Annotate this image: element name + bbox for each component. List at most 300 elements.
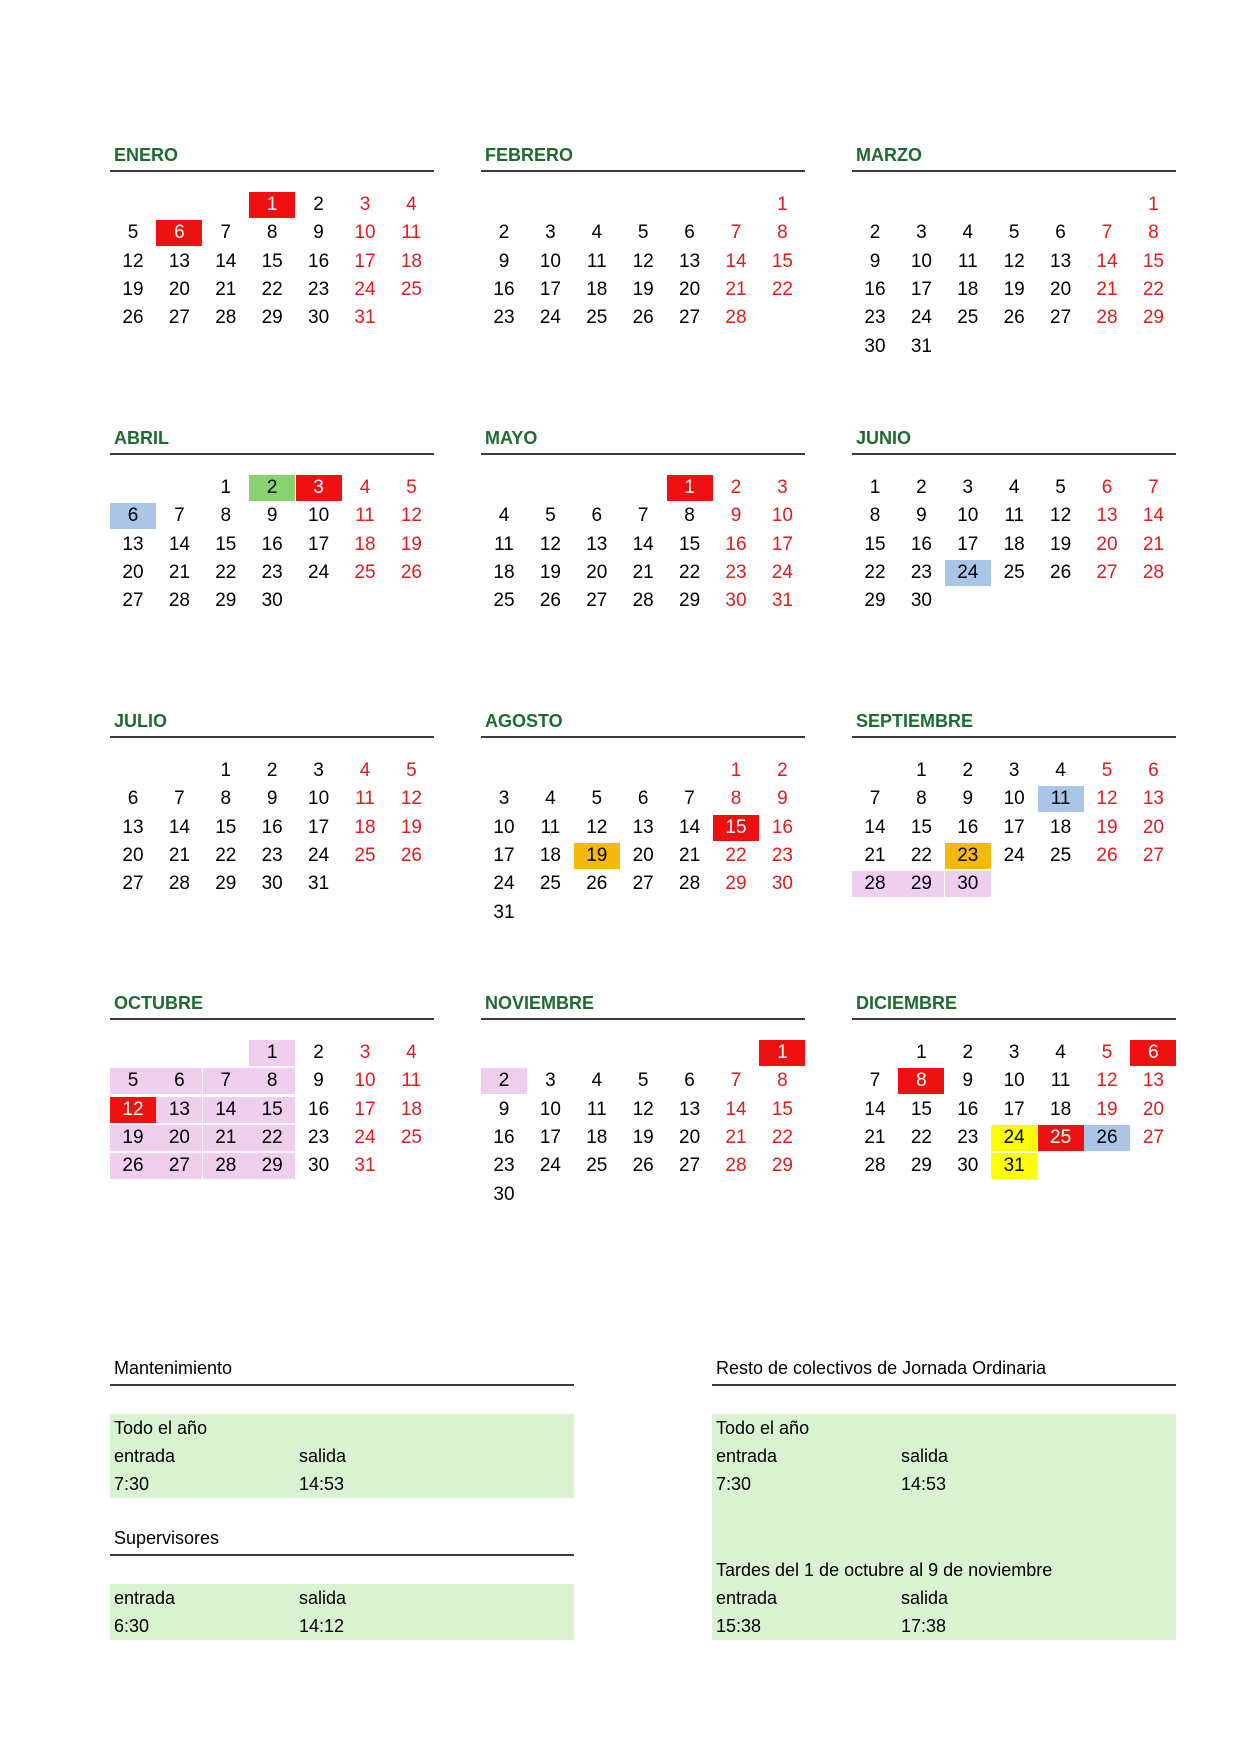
day-cell: 22 <box>249 1125 295 1151</box>
day-cell: 4 <box>498 505 510 527</box>
day-cell: 13 <box>679 250 701 272</box>
month-divider <box>481 453 805 455</box>
day-cell: 27 <box>122 873 144 895</box>
day-cell: 7 <box>869 1070 881 1092</box>
month-divider <box>481 1018 805 1020</box>
tardes-salida-time: 17:38 <box>901 1616 947 1636</box>
day-cell: 8 <box>684 505 695 527</box>
day-cell: 5 <box>637 222 649 244</box>
day-cell: 11 <box>540 816 561 838</box>
day-cell: 15 <box>1142 250 1164 272</box>
day-cell: 13 <box>156 1097 202 1123</box>
day-cell: 21 <box>168 561 190 583</box>
month-title: ENERO <box>114 145 179 165</box>
day-cell: 31 <box>771 590 793 612</box>
day-cell: 15 <box>771 1098 793 1120</box>
day-cell: 13 <box>122 816 144 838</box>
day-cell: 29 <box>249 1153 295 1179</box>
entrada-label: entrada <box>716 1446 778 1466</box>
salida-time: 14:53 <box>901 1474 947 1494</box>
month-divider <box>110 1018 434 1020</box>
day-cell: 2 <box>869 222 881 244</box>
day-cell: 1 <box>249 1040 295 1066</box>
day-cell: 7 <box>1101 222 1113 244</box>
day-cell: 29 <box>215 873 237 895</box>
day-cell: 12 <box>1096 788 1118 810</box>
day-cell: 21 <box>1142 533 1164 555</box>
month-title: MAYO <box>485 428 538 448</box>
day-cell: 5 <box>110 1068 156 1094</box>
salida-label: salida <box>299 1446 347 1466</box>
day-cell: 17 <box>1003 1098 1025 1120</box>
day-cell: 11 <box>957 250 978 272</box>
day-cell: 12 <box>1096 1070 1118 1092</box>
month-noviembre <box>481 990 806 1230</box>
day-cell: 12 <box>122 250 144 272</box>
day-cell: 19 <box>1096 1098 1118 1120</box>
day-cell: 6 <box>110 503 156 529</box>
day-cell: 6 <box>156 1068 202 1094</box>
day-cell: 5 <box>1101 760 1113 781</box>
day-cell: 21 <box>168 844 190 866</box>
day-cell: 16 <box>725 533 747 555</box>
tardes-entrada-time: 15:38 <box>716 1616 762 1636</box>
day-cell: 4 <box>1055 1042 1066 1063</box>
day-cell: 19 <box>1050 533 1072 555</box>
day-cell: 23 <box>725 561 747 583</box>
day-cell: 26 <box>1096 844 1118 866</box>
day-cell: 22 <box>679 561 701 583</box>
month-title: AGOSTO <box>485 711 563 731</box>
month-agosto <box>481 708 806 948</box>
day-cell: 15 <box>679 533 701 555</box>
day-cell: 9 <box>313 222 324 244</box>
salida-time: 14:12 <box>299 1616 345 1636</box>
day-cell: 9 <box>498 1098 510 1120</box>
day-cell: 26 <box>400 844 422 866</box>
day-cell: 2 <box>249 475 295 501</box>
day-cell: 1 <box>220 760 232 781</box>
day-cell: 22 <box>864 561 886 583</box>
day-cell: 30 <box>261 873 283 895</box>
day-cell: 1 <box>667 475 713 501</box>
day-cell: 27 <box>156 1153 202 1179</box>
day-cell: 26 <box>110 1153 156 1179</box>
day-cell: 20 <box>632 844 654 866</box>
schedule-title: Mantenimiento <box>114 1358 233 1378</box>
day-cell: 25 <box>957 307 979 329</box>
day-cell: 8 <box>777 222 788 244</box>
month-abril <box>110 425 435 665</box>
day-cell: 30 <box>308 307 330 329</box>
day-cell: 20 <box>122 844 144 866</box>
day-cell: 14 <box>1142 505 1164 527</box>
schedule-title: Resto de colectivos de Jornada Ordinaria <box>716 1358 1047 1378</box>
day-cell: 27 <box>1050 307 1072 329</box>
day-cell: 1 <box>730 760 742 781</box>
day-cell: 20 <box>168 278 190 300</box>
month-title: MARZO <box>856 145 922 165</box>
day-cell: 28 <box>725 1155 747 1177</box>
day-cell: 31 <box>991 1153 1037 1179</box>
day-cell: 19 <box>1003 278 1025 300</box>
day-cell: 10 <box>1003 1070 1025 1092</box>
day-cell: 2 <box>481 1068 527 1094</box>
day-cell: 5 <box>127 222 139 244</box>
day-cell: 5 <box>1008 222 1020 244</box>
day-cell: 6 <box>1055 222 1066 244</box>
day-cell: 4 <box>359 477 371 498</box>
day-cell: 9 <box>916 505 927 527</box>
day-cell: 18 <box>586 278 608 300</box>
day-cell: 16 <box>957 1098 979 1120</box>
day-cell: 16 <box>957 816 979 838</box>
day-cell: 23 <box>308 1126 330 1148</box>
day-cell: 18 <box>400 250 422 272</box>
day-cell: 14 <box>1096 250 1118 272</box>
day-cell: 25 <box>586 307 608 329</box>
day-cell: 14 <box>168 533 190 555</box>
day-cell: 17 <box>493 844 515 866</box>
salida-time: 14:53 <box>299 1474 345 1494</box>
day-cell: 2 <box>916 477 927 498</box>
day-cell: 6 <box>591 505 603 527</box>
day-cell: 10 <box>493 816 515 838</box>
day-cell: 19 <box>632 278 654 300</box>
day-cell: 27 <box>586 590 608 612</box>
day-cell: 14 <box>864 1098 886 1120</box>
day-cell: 7 <box>869 788 881 810</box>
day-cell: 26 <box>1084 1125 1130 1151</box>
day-cell: 11 <box>586 1098 607 1120</box>
day-cell: 26 <box>1050 561 1072 583</box>
month-title: JUNIO <box>856 428 912 448</box>
day-cell: 13 <box>122 533 144 555</box>
day-cell: 30 <box>493 1183 515 1205</box>
day-cell: 11 <box>586 250 607 272</box>
month-divider <box>852 453 1176 455</box>
day-cell: 13 <box>1096 505 1118 527</box>
day-cell: 30 <box>308 1155 330 1177</box>
day-cell: 14 <box>864 816 886 838</box>
day-cell: 1 <box>220 477 232 498</box>
day-cell: 7 <box>174 788 185 810</box>
month-divider <box>481 170 805 172</box>
day-cell: 4 <box>545 788 556 810</box>
month-marzo <box>852 142 1177 382</box>
day-cell: 28 <box>215 307 237 329</box>
day-cell: 2 <box>730 477 742 498</box>
day-cell: 24 <box>354 1126 376 1148</box>
day-cell: 7 <box>730 222 742 244</box>
day-cell: 23 <box>945 843 991 869</box>
schedule-supervisores <box>110 1526 574 1646</box>
day-cell: 7 <box>1148 477 1159 498</box>
day-cell: 2 <box>313 1042 324 1063</box>
day-cell: 14 <box>215 250 237 272</box>
day-cell: 9 <box>869 250 881 272</box>
day-cell: 18 <box>957 278 979 300</box>
day-cell: 7 <box>730 1070 742 1092</box>
day-cell: 12 <box>539 533 561 555</box>
day-cell: 11 <box>401 1070 422 1092</box>
day-cell: 9 <box>313 1070 324 1092</box>
day-cell: 25 <box>586 1155 608 1177</box>
day-cell: 14 <box>725 1098 747 1120</box>
day-cell: 8 <box>249 1068 295 1094</box>
day-cell: 9 <box>730 505 742 527</box>
day-cell: 27 <box>1142 1126 1164 1148</box>
day-cell: 24 <box>539 307 561 329</box>
day-cell: 17 <box>354 250 376 272</box>
month-divider <box>110 170 434 172</box>
day-cell: 19 <box>110 1125 156 1151</box>
day-cell: 3 <box>1008 1042 1020 1063</box>
day-cell: 22 <box>910 844 932 866</box>
day-cell: 20 <box>1096 533 1118 555</box>
day-cell: 19 <box>122 278 144 300</box>
day-cell: 3 <box>962 477 974 498</box>
month-divider <box>110 453 434 455</box>
day-cell: 10 <box>354 222 376 244</box>
day-cell: 21 <box>864 844 886 866</box>
day-cell: 12 <box>110 1097 156 1123</box>
day-cell: 1 <box>869 477 881 498</box>
divider <box>110 1384 574 1386</box>
month-enero <box>110 142 435 382</box>
day-cell: 14 <box>203 1097 249 1123</box>
day-cell: 3 <box>359 1042 371 1063</box>
month-divider <box>852 170 1176 172</box>
day-cell: 24 <box>945 560 991 586</box>
day-cell: 22 <box>771 278 793 300</box>
day-cell: 17 <box>910 278 932 300</box>
day-cell: 19 <box>400 816 422 838</box>
day-cell: 30 <box>910 590 932 612</box>
month-title: FEBRERO <box>485 145 574 165</box>
day-cell: 30 <box>957 1155 979 1177</box>
day-cell: 10 <box>308 788 330 810</box>
day-cell: 19 <box>539 561 561 583</box>
day-cell: 10 <box>539 1098 561 1120</box>
day-cell: 5 <box>406 760 417 781</box>
tardes-entrada-label: entrada <box>716 1588 778 1608</box>
day-cell: 26 <box>586 873 608 895</box>
day-cell: 1 <box>1148 194 1159 215</box>
day-cell: 21 <box>203 1125 249 1151</box>
day-cell: 7 <box>203 1068 249 1094</box>
day-cell: 11 <box>1004 505 1025 527</box>
day-cell: 3 <box>777 477 788 498</box>
month-divider <box>481 736 805 738</box>
day-cell: 3 <box>359 194 371 215</box>
day-cell: 16 <box>261 816 283 838</box>
day-cell: 4 <box>962 222 974 244</box>
day-cell: 10 <box>539 250 561 272</box>
day-cell: 23 <box>493 1155 515 1177</box>
day-cell: 25 <box>400 1126 422 1148</box>
day-cell: 6 <box>127 788 139 810</box>
day-cell: 11 <box>401 222 422 244</box>
day-cell: 30 <box>725 590 747 612</box>
day-cell: 8 <box>777 1070 788 1092</box>
day-cell: 29 <box>898 871 944 897</box>
day-cell: 20 <box>586 561 608 583</box>
day-cell: 5 <box>637 1070 649 1092</box>
day-cell: 17 <box>1003 816 1025 838</box>
day-cell: 9 <box>498 250 510 272</box>
month-divider <box>852 1018 1176 1020</box>
day-cell: 22 <box>725 844 747 866</box>
day-cell: 15 <box>249 1097 295 1123</box>
day-cell: 2 <box>777 760 788 781</box>
day-cell: 12 <box>400 788 422 810</box>
day-cell: 16 <box>864 278 886 300</box>
day-cell: 23 <box>308 278 330 300</box>
day-cell: 21 <box>864 1126 886 1148</box>
month-divider <box>852 736 1176 738</box>
month-title: DICIEMBRE <box>856 993 958 1013</box>
day-cell: 7 <box>174 505 185 527</box>
day-cell: 11 <box>494 533 514 555</box>
day-cell: 18 <box>1050 1098 1072 1120</box>
day-cell: 14 <box>168 816 190 838</box>
day-cell: 15 <box>261 250 283 272</box>
day-cell: 25 <box>1038 1125 1084 1151</box>
day-cell: 18 <box>539 844 561 866</box>
day-cell: 26 <box>400 561 422 583</box>
tardes-title: Tardes del 1 de octubre al 9 de noviembre <box>716 1560 1053 1580</box>
day-cell: 7 <box>637 505 649 527</box>
day-cell: 31 <box>493 901 515 923</box>
tardes-salida-label: salida <box>901 1588 949 1608</box>
day-cell: 23 <box>910 561 932 583</box>
month-title: ABRIL <box>114 428 169 448</box>
entrada-label: entrada <box>114 1446 176 1466</box>
day-cell: 10 <box>957 505 979 527</box>
day-cell: 21 <box>725 278 747 300</box>
day-cell: 20 <box>156 1125 202 1151</box>
day-cell: 10 <box>771 505 793 527</box>
month-junio <box>852 425 1177 665</box>
day-cell: 8 <box>266 222 278 244</box>
day-cell: 3 <box>916 222 927 244</box>
day-cell: 19 <box>632 1126 654 1148</box>
day-cell: 28 <box>1142 561 1164 583</box>
day-cell: 5 <box>591 788 603 810</box>
day-cell: 22 <box>215 561 237 583</box>
day-cell: 27 <box>122 590 144 612</box>
month-title: NOVIEMBRE <box>485 993 595 1013</box>
day-cell: 17 <box>539 1126 561 1148</box>
day-cell: 16 <box>308 1098 330 1120</box>
divider <box>712 1384 1176 1386</box>
day-cell: 29 <box>679 590 701 612</box>
day-cell: 17 <box>308 533 330 555</box>
day-cell: 9 <box>777 788 788 810</box>
day-cell: 18 <box>400 1098 422 1120</box>
day-cell: 30 <box>864 335 886 357</box>
day-cell: 29 <box>261 307 283 329</box>
day-cell: 10 <box>1003 788 1025 810</box>
day-cell: 12 <box>1050 505 1072 527</box>
day-cell: 18 <box>493 561 515 583</box>
day-cell: 8 <box>220 505 232 527</box>
day-cell: 1 <box>916 760 927 781</box>
schedule-resto <box>712 1356 1176 1646</box>
day-cell: 24 <box>308 561 330 583</box>
day-cell: 2 <box>962 760 974 781</box>
day-cell: 13 <box>1142 788 1164 810</box>
day-cell: 3 <box>296 475 342 501</box>
day-cell: 14 <box>632 533 654 555</box>
day-cell: 20 <box>1142 1098 1164 1120</box>
day-cell: 24 <box>991 1125 1037 1151</box>
day-cell: 3 <box>545 222 556 244</box>
day-cell: 19 <box>574 843 620 869</box>
day-cell: 9 <box>962 788 974 810</box>
day-cell: 11 <box>1050 1070 1071 1092</box>
day-cell: 25 <box>354 844 376 866</box>
day-cell: 21 <box>632 561 654 583</box>
period-label: Todo el año <box>716 1418 810 1438</box>
day-cell: 30 <box>261 590 283 612</box>
day-cell: 6 <box>637 788 649 810</box>
day-cell: 3 <box>313 760 324 781</box>
day-cell: 19 <box>1096 816 1118 838</box>
day-cell: 6 <box>1101 477 1113 498</box>
day-cell: 1 <box>777 194 788 215</box>
entrada-time: 6:30 <box>114 1616 150 1636</box>
day-cell: 5 <box>406 477 417 498</box>
day-cell: 2 <box>498 222 510 244</box>
day-cell: 31 <box>354 1155 376 1177</box>
day-cell: 11 <box>1038 786 1084 812</box>
salida-label: salida <box>901 1446 949 1466</box>
day-cell: 16 <box>308 250 330 272</box>
day-cell: 12 <box>632 250 654 272</box>
day-cell: 16 <box>493 278 515 300</box>
day-cell: 28 <box>632 590 654 612</box>
day-cell: 6 <box>156 220 202 246</box>
day-cell: 8 <box>1148 222 1159 244</box>
day-cell: 3 <box>498 788 510 810</box>
day-cell: 6 <box>1148 760 1159 781</box>
day-cell: 25 <box>1003 561 1025 583</box>
day-cell: 18 <box>586 1126 608 1148</box>
day-cell: 15 <box>864 533 886 555</box>
day-cell: 26 <box>1003 307 1025 329</box>
day-cell: 20 <box>122 561 144 583</box>
day-cell: 25 <box>1050 844 1072 866</box>
day-cell: 13 <box>1142 1070 1164 1092</box>
day-cell: 15 <box>215 533 237 555</box>
day-cell: 28 <box>852 871 898 897</box>
day-cell: 29 <box>1142 307 1164 329</box>
month-diciembre <box>852 990 1177 1230</box>
day-cell: 22 <box>771 1126 793 1148</box>
day-cell: 8 <box>730 788 742 810</box>
day-cell: 11 <box>355 505 375 527</box>
day-cell: 21 <box>679 844 701 866</box>
divider <box>110 1554 574 1556</box>
day-cell: 17 <box>308 816 330 838</box>
day-cell: 11 <box>355 788 375 810</box>
month-julio <box>110 708 435 948</box>
day-cell: 16 <box>771 816 793 838</box>
month-title: SEPTIEMBRE <box>856 711 974 731</box>
day-cell: 26 <box>122 307 144 329</box>
